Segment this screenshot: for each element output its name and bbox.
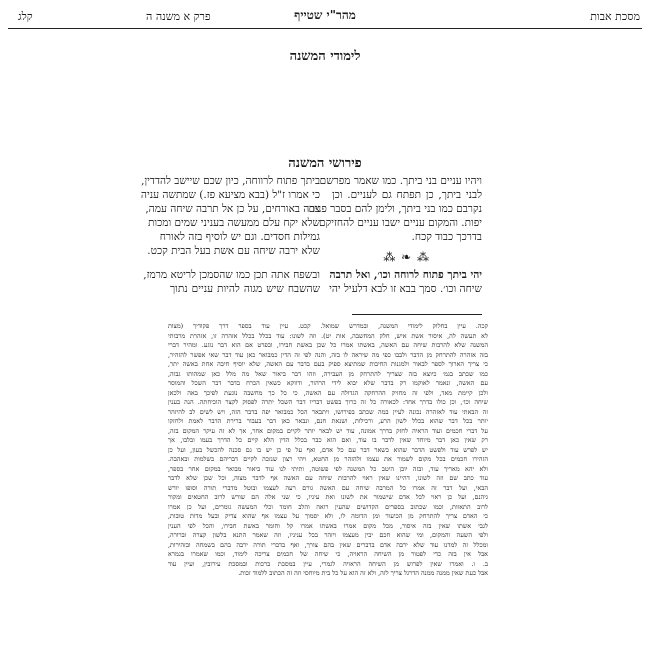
limudei-section-title: לימודי המשנה	[289, 49, 361, 64]
footnote-line: הזהירו חכמים בכל מקום לשמור את עצמו ולהזהר מן החטא, ויהי רצון שנזכה לקיים דבריהם בשלמות ובאהבה.	[168, 455, 488, 463]
commentary-line: שלא ירבה שיחה עם אשת בעל הבית קכט.	[147, 245, 320, 257]
footnote-line: לרוב התאוות, וכמו שכתוב בספרים הקדושים שהעין רואה והלב חומד וכלי המעשה גומרים, ועל כן אמרו	[168, 502, 488, 511]
footnote-line: המשנה שלא להרבות שיחה עם האשה, באשתו אמרו כל שכן באשת חבירו, ובפרט אם הוא דבר נוגע. ומהיר דברי	[168, 341, 488, 349]
commentary-line: לבני ביתך, כן תפתח גם לעניים. וכן	[332, 189, 482, 201]
commentary-line: ויהיו עניים בני ביתך. כמו שאמר מפרשם	[319, 175, 482, 187]
commentary-line: נקרבם כמו בני ביתך, ולימן להם בסבר פנים	[308, 203, 482, 215]
footnote-line: כי האדם צריך להתרחק מן הכיעור ומן הדומה לו, ולא יסמוך על עצמו אף שהוא צדיק ובעל מדות טובות,	[168, 512, 488, 520]
running-header	[0, 6, 650, 28]
commentary-line: ובשפח אתה תכן כמו שהסמכן לריטא מרמז,	[143, 269, 320, 281]
header-page-number: קלג	[18, 10, 33, 23]
commentary-line: שיחה וכו׳. סמך בבא זו לבא דלעיל יהי	[329, 283, 482, 295]
perushei-right-column-2	[329, 268, 482, 296]
footnote-rule	[352, 314, 482, 315]
perushei-left-column	[140, 174, 320, 258]
commentary-line: יהי ביתך פתוח לרוחה וכו׳, ואל תרבה	[329, 269, 482, 281]
footnote-line: גיהנם, ועל כן ראוי לכל אדם שישמור את לשונו ואת עיניו, כי שני אלה הם שורש לרוב החטאים ומקור	[168, 493, 488, 501]
footnotes-block	[168, 322, 488, 579]
commentary-line: כי אמרו ז"ל (בבא מציעא פז.) שמתשה עניה	[140, 189, 320, 201]
commentary-line: יפות. והמקום עניים ישבו עניים להחזיקם	[319, 217, 482, 229]
footnote-line: זה הבאתי עוד לאזהרה נכונה לעיין במה שכתב בפירושו, ויתבאר הכל כמבואר יפה בדבר הזה, ויש לשים לב להיזהר	[168, 407, 488, 416]
footnote-line: ב. ו. ואמרו שאין לפרוש מן השיחה הראויה לגמרי, עיין במסכת ברכות ובמסכת עירובין, ועיין עוד	[168, 559, 488, 568]
commentary-line: שלא יקח עלם ממעשה בעניני שמים ומכות	[148, 217, 320, 229]
section-ornament: ⁂ ❧ ⁂	[383, 250, 430, 264]
footnote-line: הבאי, ועל דבר זה אמרו כל המרבה שיחה עם האשה גורם רעה לעצמו ובוטל מדברי תורה וסופו יורש	[168, 483, 488, 492]
footnote-line: אבל אין בזה כדי לפטור מן השיחה הראויה, כי שיחה של חכמים צריכה לימוד, וכמו שאמרו בגמרא	[168, 550, 488, 558]
footnote-line: קכה. עיין בחלוק לימודי המשנה, ובמדרש שמואל. קכט. עיין עוד בספר דרך פקודיך (מצות	[168, 322, 488, 330]
footnote-line: לא תעשה לה, איסור אשת איש, חלק המחשבה, אות יט). וזה לשונו: עוד בכלל בכלל אזהרה זו, אזהרת מרבותי	[168, 331, 488, 340]
commentary-line: בדרכך כבוד קכח.	[411, 231, 482, 243]
footnote-line: יש לפרש עוד ולפשט הדבר שהוא כשאר דבר עם כל אדם, ואף על פי כן יש בו גם סכנה להכשל בעון, ועל כן	[168, 445, 488, 454]
footnote-line: רק שאין כאן דבר מיוחד שאין לדבר בו עוד, ואם הוא כבר בכלל הדין הלא קיים כל הדרך בעמו ובלבו, אך	[168, 436, 488, 444]
header-title: מהר"י שטייף	[294, 8, 356, 22]
commentary-line: ביתך פתוח לרווחה, כיון שכם שיישב להדדין,	[141, 175, 320, 187]
footnote-line: שיחה וכו׳, וכן כולו בדרך אחד: לכאורה כל זה כרוך בפשט דבריו דבר השכל יתרה לפסוק לקצר הוכיחתה. הנה בענין	[168, 398, 488, 406]
footnote-line: אבל כעת שאין ממנה ממנה הדרגל צריך לזה, ולא זה הוא על כל בית מיוחסי וזה זה הכתוב ללמוד זכות.	[238, 569, 488, 577]
perushei-right-column	[308, 174, 482, 244]
header-chapter: פרק א משנה ה	[146, 10, 211, 23]
commentary-line: צרה באורחים, על כן אל תרבה שיחה עמה,	[145, 203, 320, 215]
footnote-line: בזה אזהרה להתרחק מן הדבר ולבבו כפי מה שיראה לו בזה, והנה לפי זה הדין כמבואר כאן עוד דבר שאי אפשר להזהיר,	[168, 350, 488, 359]
footnote-line: כמו שכתב בגמ׳ כיוצא בזה שצריך להתרחק מן העבירה, וזהו דבר ביאור שאל מה מלל כאן שמהותו גבוה,	[168, 369, 488, 378]
footnote-line: ומכלל זה למדנו עוד שלא ירבה אדם בדברים שאין בהם צורך, ואף בדברי תורה ירבה בהם בשמחה ובזהירות,	[168, 540, 488, 549]
footnote-line: עוד כתב שם וזה לשונו, דהיינו שאין ראוי להרבות שיחה עם האשה אף לדבר מצוה, וכל שכן שלא לדבר	[168, 474, 488, 482]
commentary-line: שהשבח שיש מגוה להיות עניים נתוך	[170, 283, 320, 295]
footnote-line: ולא יהא מאריך עוד, ובזה יובן היטב כל המשנה לפי פשוטה, ותיתי לנו עוד ביאור מבואר במקום אחר בספר,	[168, 464, 488, 473]
footnote-line: עם האשה, ונאמר לאוקמו רק בדבר שלא יבוא לידי הרהור, ודווקא כשאין הכרח בדבר דבר השכל והמוסר	[168, 379, 488, 387]
perushei-section-title: פירושי המשנה	[288, 156, 362, 171]
footnote-line: ולכן קיימת מאד, ולפי זה מחזיק ההרחקה הגדולה עם האשה, כי כל כך מחשבה נוגעת לפיכך באה ולכאן	[168, 388, 488, 397]
commentary-line: גמילות חסדים. וגם יש לוסיף בזה לאורח	[159, 231, 320, 243]
footnote-line: על דברי חכמים ועוד הראיה לחזק בדרך אמונה, עוד יש לבאר יותר לקיים במקום אחר, אך לא זה עיקר המקום בזה,	[168, 426, 488, 435]
footnote-line: ולפי השעה והמקום, ומי שהוא חכם יבין מעצמו ויזהר בכל עניניו, וזה שאמר התנא בלשון קצרה וברורה,	[168, 531, 488, 539]
footnote-line: יותר בכל דבר שהוא בכלל לשון הרע, ורכילות, ושנאת חנם, ונבאר כאן דבר בעבור ברירת הדבר לאמת ולחזקו	[168, 417, 488, 425]
footnote-line: לגבי אשתו שאין בזה איסור, מכל מקום אמרו באשתו אמרו קל וחומר באשת חבירו, והכל לפי הענין	[168, 521, 488, 530]
header-rule	[8, 28, 642, 29]
perushei-left-column-2	[143, 268, 320, 296]
footnote-line: כי צריך הארוך לספר לבאור ולמגנות החיבות שמתיצא ספיק בעם בדבר עם האשה, שלא יוסיף חיבה אחת באשה יתר,	[168, 360, 488, 368]
header-tractate: מסכת אבות	[590, 10, 640, 23]
